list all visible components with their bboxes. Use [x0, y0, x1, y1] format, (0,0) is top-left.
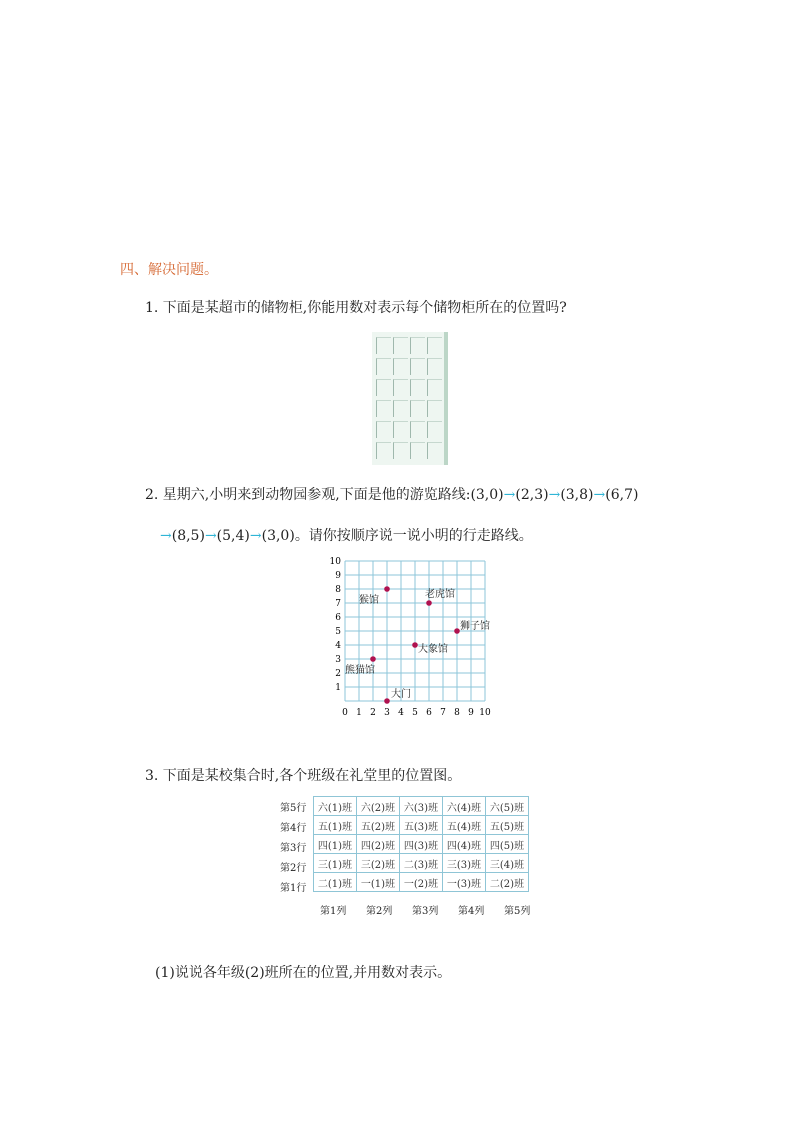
table-cell: 六(2)班 — [357, 797, 400, 816]
point-label: 大门 — [391, 689, 411, 700]
table-cell: 三(4)班 — [486, 854, 529, 873]
column-label: 第1列 — [320, 906, 347, 917]
locker-cell — [410, 337, 425, 354]
table-cell: 六(1)班 — [314, 797, 357, 816]
locker-cell — [376, 421, 391, 438]
table-row — [314, 835, 529, 854]
point-label: 大象馆 — [418, 644, 448, 655]
table-cell: 二(1)班 — [314, 873, 357, 892]
table-cell: 四(5)班 — [486, 835, 529, 854]
table-cell: 五(1)班 — [314, 816, 357, 835]
x-tick-label: 0 — [342, 708, 348, 718]
table-cell: 二(3)班 — [400, 854, 443, 873]
table-cell: 三(2)班 — [357, 854, 400, 873]
x-tick-label: 2 — [370, 708, 376, 718]
locker-cell — [427, 400, 442, 417]
table-cell: 六(4)班 — [443, 797, 486, 816]
locker-cell — [393, 421, 408, 438]
table-cell: 四(4)班 — [443, 835, 486, 854]
arrow-icon: → — [249, 528, 262, 544]
data-point — [384, 698, 390, 704]
row-label: 第5行 — [280, 803, 307, 814]
locker-cell — [393, 442, 408, 459]
q2-text: 2. 星期六,小明来到动物园参观,下面是他的游览路线: — [145, 487, 471, 503]
table-cell: 二(2)班 — [486, 873, 529, 892]
locker-cell — [427, 421, 442, 438]
table-row — [314, 797, 529, 816]
route-point: (8,5) — [171, 528, 205, 544]
y-tick-label: 1 — [335, 683, 341, 693]
class-position-table — [313, 796, 529, 892]
data-point — [412, 642, 418, 648]
point-label: 熊猫馆 — [345, 665, 375, 676]
q2-suffix: 。请你按顺序说一说小明的行走路线。 — [294, 528, 533, 544]
question-1: 1. 下面是某超市的储物柜,你能用数对表示每个储物柜所在的位置吗? — [145, 300, 567, 316]
zoo-map-grid — [330, 555, 505, 725]
locker-cell — [393, 379, 408, 396]
table-cell: 四(1)班 — [314, 835, 357, 854]
y-tick-label: 5 — [335, 627, 341, 637]
column-label: 第5列 — [504, 906, 531, 917]
table-cell: 五(5)班 — [486, 816, 529, 835]
arrow-icon: → — [593, 487, 606, 503]
arrow-icon: → — [548, 487, 561, 503]
x-tick-label: 4 — [398, 708, 404, 718]
locker-cell — [376, 358, 391, 375]
column-label: 第4列 — [458, 906, 485, 917]
x-tick-label: 6 — [426, 708, 432, 718]
table-cell: 四(2)班 — [357, 835, 400, 854]
row-label: 第2行 — [280, 863, 307, 874]
locker-cell — [393, 358, 408, 375]
y-tick-label: 4 — [335, 641, 341, 651]
x-tick-label: 1 — [356, 708, 362, 718]
locker-cell — [393, 337, 408, 354]
column-label: 第2列 — [366, 906, 393, 917]
y-tick-label: 3 — [335, 655, 341, 665]
arrow-icon: → — [204, 528, 217, 544]
y-tick-label: 10 — [330, 557, 341, 567]
x-tick-label: 10 — [479, 708, 491, 718]
point-label: 老虎馆 — [425, 589, 455, 600]
locker-cell — [376, 400, 391, 417]
locker-cell — [410, 421, 425, 438]
y-tick-label: 9 — [335, 571, 341, 581]
route-point: (3,0) — [470, 487, 504, 503]
point-label: 狮子馆 — [460, 621, 490, 632]
table-cell: 四(3)班 — [400, 835, 443, 854]
y-tick-label: 6 — [335, 613, 341, 623]
table-cell: 三(3)班 — [443, 854, 486, 873]
locker-cell — [410, 400, 425, 417]
row-label: 第3行 — [280, 843, 307, 854]
question-2-line1 — [145, 484, 638, 504]
locker-cell — [393, 400, 408, 417]
locker-cell — [427, 442, 442, 459]
y-tick-label: 8 — [335, 585, 341, 595]
route-point: (6,7) — [605, 487, 639, 503]
route-part2 — [160, 528, 295, 544]
data-point — [384, 586, 390, 592]
table-cell: 一(1)班 — [357, 873, 400, 892]
table-cell: 六(5)班 — [486, 797, 529, 816]
route-part1 — [470, 487, 638, 503]
locker-cell — [410, 379, 425, 396]
sub-question-1: (1)说说各年级(2)班所在的位置,并用数对表示。 — [155, 965, 452, 981]
locker-cell — [427, 337, 442, 354]
section-title: 四、解决问题。 — [120, 262, 218, 278]
locker-cell — [410, 358, 425, 375]
route-point: (3,8) — [560, 487, 594, 503]
locker-cell — [427, 379, 442, 396]
table-cell: 一(2)班 — [400, 873, 443, 892]
table-row — [314, 816, 529, 835]
table-row — [314, 854, 529, 873]
arrow-icon: → — [160, 528, 172, 544]
table-cell: 五(2)班 — [357, 816, 400, 835]
row-label: 第1行 — [280, 883, 307, 894]
x-tick-label: 8 — [454, 708, 460, 718]
question-3: 3. 下面是某校集合时,各个班级在礼堂里的位置图。 — [145, 768, 462, 784]
y-tick-label: 7 — [335, 599, 341, 609]
locker-cell — [376, 337, 391, 354]
table-cell: 六(3)班 — [400, 797, 443, 816]
x-tick-label: 9 — [468, 708, 474, 718]
table-cell: 一(3)班 — [443, 873, 486, 892]
route-point: (3,0) — [261, 528, 295, 544]
locker-cell — [376, 379, 391, 396]
locker-image — [372, 332, 448, 465]
arrow-icon: → — [503, 487, 516, 503]
locker-cell — [427, 358, 442, 375]
column-label: 第3列 — [412, 906, 439, 917]
y-tick-label: 2 — [335, 669, 341, 679]
route-point: (2,3) — [515, 487, 549, 503]
row-label: 第4行 — [280, 823, 307, 834]
point-label: 猴馆 — [359, 595, 379, 606]
table-row — [314, 873, 529, 892]
data-point — [426, 600, 432, 606]
x-tick-label: 5 — [412, 708, 418, 718]
x-tick-label: 7 — [440, 708, 446, 718]
data-point — [370, 656, 376, 662]
locker-cell — [410, 442, 425, 459]
table-cell: 三(1)班 — [314, 854, 357, 873]
locker-cell — [376, 442, 391, 459]
route-point: (5,4) — [216, 528, 250, 544]
table-cell: 五(3)班 — [400, 816, 443, 835]
data-point — [454, 628, 460, 634]
question-2-line2 — [160, 525, 533, 545]
x-tick-label: 3 — [384, 708, 390, 718]
table-cell: 五(4)班 — [443, 816, 486, 835]
